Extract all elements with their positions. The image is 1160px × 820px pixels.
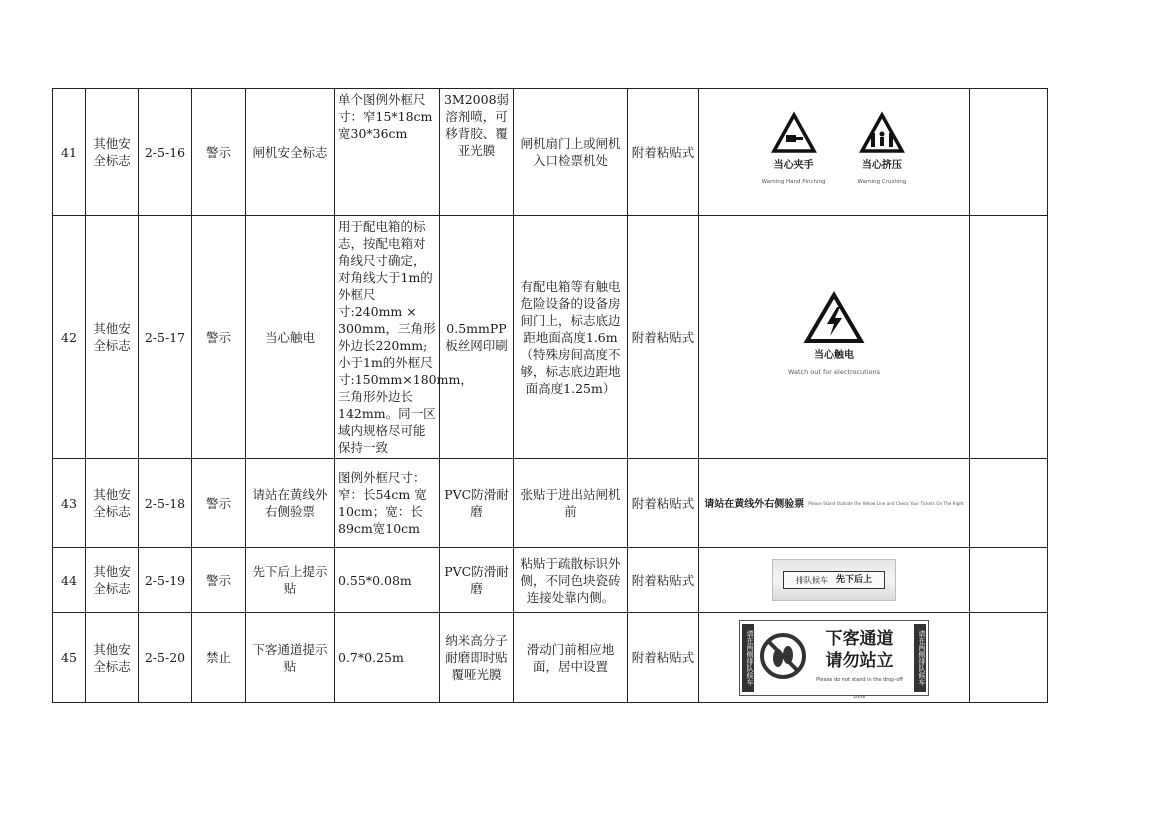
type-cell: 警示 (192, 216, 246, 459)
crush-sign: 当心挤压 Warning Crushing (858, 113, 907, 191)
install-cell: 附着粘贴式 (628, 216, 699, 459)
spec-cell: 0.55*0.08m (335, 548, 440, 613)
pinch-hand-sign: 当心夹手 Warning Hand Pinching (762, 113, 826, 191)
remarks-cell (970, 459, 1048, 548)
name-cell: 请站在黄线外右侧验票 (246, 459, 335, 548)
location-cell: 粘贴于疏散标识外侧，不同色块瓷砖连接处靠内侧。 (514, 548, 628, 613)
location-cell: 闸机扇门上或闸机入口检票机处 (514, 89, 628, 216)
material-cell: 3M2008弱溶剂喷，可移背胶、覆亚光膜 (440, 89, 514, 216)
electric-shock-sign: 当心触电 Watch out for electrocutions (699, 293, 969, 381)
yellow-line-ticket-sign: 请站在黄线外右侧验票 Please Stand Outside the Yellow Line and Check Your Tickets On The Right (704, 498, 964, 510)
side-stripe-left: 请在两侧排队候车 (742, 624, 754, 692)
name-cell: 下客通道提示贴 (246, 613, 335, 703)
install-cell: 附着粘贴式 (628, 459, 699, 548)
no-standing-icon (759, 632, 807, 680)
table-row (53, 216, 1048, 459)
row-number: 45 (53, 613, 86, 703)
row-number: 43 (53, 459, 86, 548)
material-cell: PVC防滑耐磨 (440, 459, 514, 548)
type-cell: 警示 (192, 89, 246, 216)
sign-image-cell (699, 548, 970, 613)
category-cell: 其他安全标志 (86, 216, 139, 459)
table-row (53, 613, 1048, 703)
type-cell: 警示 (192, 548, 246, 613)
side-stripe-right: 请在两侧排队候车 (914, 624, 926, 692)
material-cell: PVC防滑耐磨 (440, 548, 514, 613)
location-cell: 滑动门前相应地面，居中设置 (514, 613, 628, 703)
electric-hazard-icon (805, 293, 863, 343)
spec-cell: 单个图例外框尺寸：窄15*18cm宽30*36cm (335, 89, 440, 216)
category-cell: 其他安全标志 (86, 459, 139, 548)
name-cell: 先下后上提示贴 (246, 548, 335, 613)
code-cell: 2-5-16 (139, 89, 192, 216)
remarks-cell (970, 613, 1048, 703)
install-cell: 附着粘贴式 (628, 89, 699, 216)
install-cell: 附着粘贴式 (628, 613, 699, 703)
install-cell: 附着粘贴式 (628, 548, 699, 613)
warning-triangle-icon (860, 113, 904, 153)
row-number: 42 (53, 216, 86, 459)
row-number: 44 (53, 548, 86, 613)
type-cell: 禁止 (192, 613, 246, 703)
remarks-cell (970, 216, 1048, 459)
category-cell: 其他安全标志 (86, 548, 139, 613)
material-cell: 纳米高分子耐磨即时贴覆哑光膜 (440, 613, 514, 703)
code-cell: 2-5-18 (139, 459, 192, 548)
type-cell: 警示 (192, 459, 246, 548)
code-cell: 2-5-19 (139, 548, 192, 613)
table-row (53, 89, 1048, 216)
row-number: 41 (53, 89, 86, 216)
spec-cell: 图例外框尺寸：窄：长54cm 宽10cm；宽：长89cm宽10cm (335, 459, 440, 548)
table-row (53, 459, 1048, 548)
category-cell: 其他安全标志 (86, 89, 139, 216)
board-alight-first-sign: 排队候车 先下后上 (772, 559, 896, 601)
code-cell: 2-5-20 (139, 613, 192, 703)
signage-table (52, 88, 1048, 703)
table-row (53, 548, 1048, 613)
location-cell: 有配电箱等有触电危险设备的设备房间门上，标志底边距地面高度1.6m（特殊房间高度不够，标志底边距地面高度1.25m） (514, 216, 628, 459)
category-cell: 其他安全标志 (86, 613, 139, 703)
remarks-cell (970, 548, 1048, 613)
sign-image-cell (699, 613, 970, 703)
sign-image-cell (699, 216, 970, 459)
name-cell: 闸机安全标志 (246, 89, 335, 216)
material-cell: 0.5mmPP板丝网印刷 (440, 216, 514, 459)
name-cell: 当心触电 (246, 216, 335, 459)
warning-triangle-icon (772, 113, 816, 153)
sign-image-cell (699, 459, 970, 548)
remarks-cell (970, 89, 1048, 216)
spec-cell: 0.7*0.25m (335, 613, 440, 703)
spec-cell: 用于配电箱的标志，按配电箱对角线尺寸确定，对角线大于1m的外框尺寸:240mm × 300mm，三角形外边长220mm;小于1m的外框尺寸:150mm×180mm，三角形外边长142mm。同一区域内规格尽可能保持一致 (335, 216, 440, 459)
no-standing-exit-sign: 请在两侧排队候车 下客通道 请勿站立 Please do not stand in the drop-off zone 请在两侧排队候车 (739, 620, 929, 696)
sign-image-cell (699, 89, 970, 216)
location-cell: 张贴于进出站闸机前 (514, 459, 628, 548)
code-cell: 2-5-17 (139, 216, 192, 459)
